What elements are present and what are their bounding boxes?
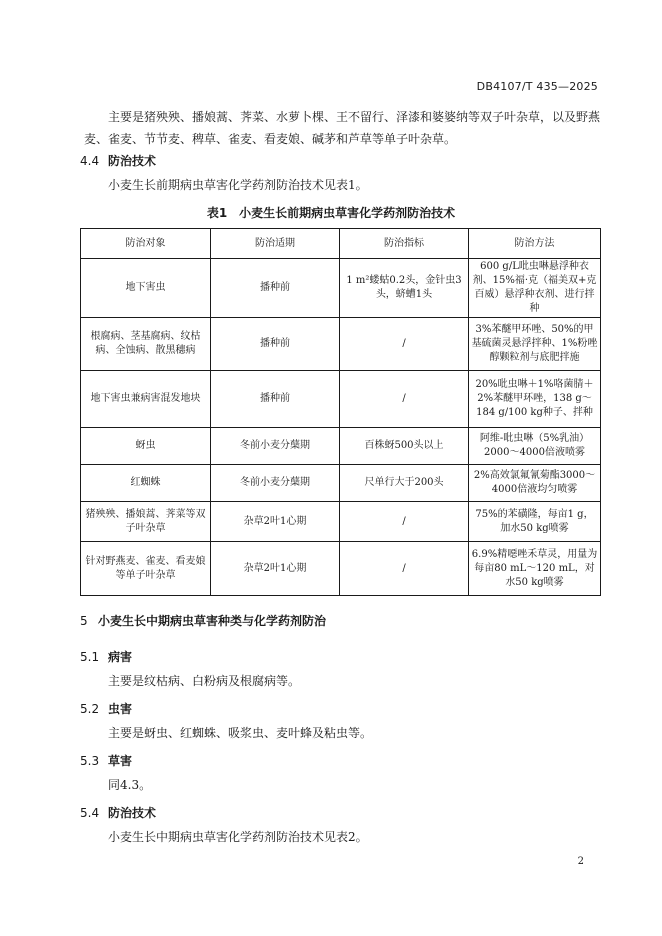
header-target: 防治对象 [81,229,211,259]
table-row [81,542,601,596]
section-5-1-heading [80,648,132,665]
section-title: 草害 [108,754,133,768]
table-1-caption: 表1 小麦生长前期病虫草害化学药剂防治技术 [206,206,456,220]
section-4-4-heading [80,152,156,169]
table-cell: 播种前 [211,371,340,428]
table-row [81,259,601,318]
table-cell: 针对野燕麦、雀麦、看麦娘等单子叶杂草 [81,542,211,596]
section-number: 5.1 [80,650,100,664]
table-cell: 蚜虫 [81,428,211,465]
section-5-1-text: 主要是纹枯病、白粉病及根腐病等。 [108,674,301,688]
table-cell: 2%高效氯氟氰菊酯3000～4000倍液均匀喷雾 [469,465,601,502]
table-cell: / [340,318,469,371]
section-title: 病害 [108,650,133,664]
section-number: 5 [80,614,88,628]
section-5-2-heading [80,700,132,717]
table-row [81,371,601,428]
section-title: 防治技术 [108,806,157,820]
table-cell: 根腐病、茎基腐病、纹枯病、全蚀病、散黑穗病 [81,318,211,371]
table-cell: / [340,542,469,596]
header-threshold: 防治指标 [340,229,469,259]
intro-paragraph: 主要是猪殃殃、播娘蒿、荠菜、水萝卜棵、王不留行、泽漆和婆婆纳等双子叶杂草，以及野燕麦、雀麦、节节麦、稗草、雀麦、看麦娘、碱茅和芦草等单子叶杂草。 [84,110,601,146]
section-5-2-text: 主要是蚜虫、红蜘蛛、吸浆虫、麦叶蜂及粘虫等。 [108,726,373,740]
section-5-3-heading [80,752,132,769]
section-number: 5.4 [80,806,100,820]
table-cell: 尺单行大于200头 [340,465,469,502]
table-cell: / [340,371,469,428]
table-cell: 600 g/L吡虫啉悬浮种衣剂、15%福·克（福美双+克百威）悬浮种衣剂、进行拌种 [469,259,601,318]
table-cell: 冬前小麦分蘖期 [211,428,340,465]
section-5-4-text: 小麦生长中期病虫草害化学药剂防治技术见表2。 [108,830,368,844]
table-row [81,465,601,502]
table-cell: 猪殃殃、播娘蒿、荠菜等双子叶杂草 [81,502,211,542]
table-cell: 播种前 [211,318,340,371]
header-timing: 防治适期 [211,229,340,259]
table-cell: 地下害虫 [81,259,211,318]
section-5-3-text: 同4.3。 [108,778,152,792]
section-4-4-text: 小麦生长前期病虫草害化学药剂防治技术见表1。 [108,178,368,192]
table-cell: 20%吡虫啉＋1%咯菌腈＋2%苯醚甲环唑，138 g～184 g/100 kg种子、拌种 [469,371,601,428]
table-cell: 3%苯醚甲环唑、50%的甲基硫菌灵悬浮拌种、1%粉唑醇颗粒剂与底肥拌施 [469,318,601,371]
page-number: 2 [577,856,584,867]
table-cell: 百株蚜500头以上 [340,428,469,465]
section-title: 虫害 [108,702,133,716]
section-number: 4.4 [80,154,100,168]
section-number: 5.3 [80,754,100,768]
table-row [81,502,601,542]
section-title: 小麦生长中期病虫草害种类与化学药剂防治 [98,614,327,628]
table-cell: 杂草2叶1心期 [211,542,340,596]
header-method: 防治方法 [469,229,601,259]
table-cell: 6.9%精噁唑禾草灵，用量为每亩80 mL～120 mL，对水50 kg喷雾 [469,542,601,596]
table-header-row [81,229,601,259]
table-cell: / [340,502,469,542]
table-cell: 播种前 [211,259,340,318]
table-cell: 杂草2叶1心期 [211,502,340,542]
document-number: DB4107/T 435—2025 [476,80,598,93]
table-cell: 地下害虫兼病害混发地块 [81,371,211,428]
table-cell: 75%的苯磺隆，每亩1 g，加水50 kg喷雾 [469,502,601,542]
table-row [81,428,601,465]
section-5-heading [80,612,326,629]
table-cell: 阿维-吡虫啉（5%乳油）2000～4000倍液喷雾 [469,428,601,465]
table-cell: 红蜘蛛 [81,465,211,502]
table-1 [80,228,601,596]
section-title: 防治技术 [108,154,157,168]
section-number: 5.2 [80,702,100,716]
table-cell: 冬前小麦分蘖期 [211,465,340,502]
section-5-4-heading [80,804,156,821]
table-cell: 1 m²蝼蛄0.2头，金针虫3头，蛴螬1头 [340,259,469,318]
table-row [81,318,601,371]
